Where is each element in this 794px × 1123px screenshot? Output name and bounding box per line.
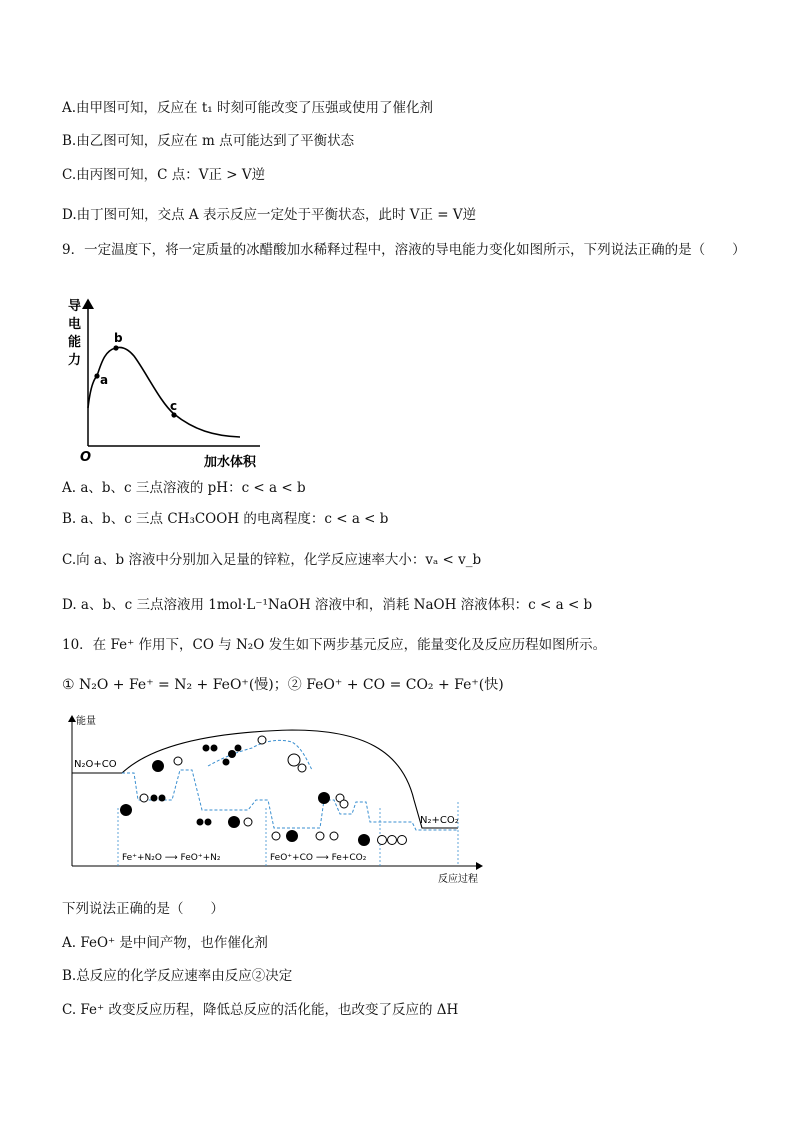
q10-option-a: A. FeO⁺ 是中间产物，也作催化剂 (62, 935, 268, 951)
q9-option-d: D. a、b、c 三点溶液用 1mol·L⁻¹NaOH 溶液中和，消耗 NaOH 溶液体积：c < a < b (62, 597, 593, 613)
q9-stem: 9．一定温度下，将一定质量的冰醋酸加水稀释过程中，溶液的导电能力变化如图所示，下列说法正确的是（ ） (62, 242, 746, 258)
y-label-char-1: 导 (68, 299, 82, 314)
y-label-char-3: 能 (68, 335, 82, 350)
q10-stem: 10．在 Fe⁺ 作用下，CO 与 N₂O 发生如下两步基元反应，能量变化及反应历程如图所示。 (62, 637, 607, 653)
progress-axis-label: 反应过程 (438, 874, 478, 885)
q10-option-b: B.总反应的化学反应速率由反应②决定 (62, 968, 293, 984)
q10-option-c: C. Fe⁺ 改变反应历程，降低总反应的活化能，也改变了反应的 ΔH (62, 1002, 459, 1018)
q9-option-a: A. a、b、c 三点溶液的 pH：c < a < b (62, 480, 306, 496)
q8-option-b: B.由乙图可知，反应在 m 点可能达到了平衡状态 (62, 133, 355, 149)
q9-option-b: B. a、b、c 三点 CH₃COOH 的电离程度：c < a < b (62, 511, 389, 527)
energy-profile-diagram (62, 710, 492, 890)
energy-axis-label: 能量 (76, 716, 96, 727)
step2-label: FeO⁺+CO ⟶ Fe+CO₂ (270, 853, 367, 863)
conductivity-graph (64, 294, 284, 472)
point-c (171, 412, 176, 417)
y-label-char-2: 电 (68, 317, 82, 332)
molecule-icons (120, 736, 407, 846)
step1-label: Fe⁺+N₂O ⟶ FeO⁺+N₂ (122, 853, 221, 863)
point-c-label: c (170, 399, 178, 413)
q8-option-a: A.由甲图可知，反应在 t₁ 时刻可能改变了压强或使用了催化剂 (62, 100, 433, 116)
q8-option-c: C.由丙图可知，C 点：V正 > V逆 (62, 167, 266, 183)
end-label: N₂+CO₂ (420, 815, 459, 826)
point-b (113, 345, 118, 350)
y-label-char-4: 力 (68, 353, 82, 368)
q10-equations: ① N₂O + Fe⁺ = N₂ + FeO⁺(慢)；② FeO⁺ + CO = CO₂ + Fe⁺(快) (62, 677, 504, 693)
conductivity-curve (88, 347, 240, 437)
catalyzed-path (122, 770, 458, 830)
start-label: N₂O+CO (74, 759, 117, 770)
x-axis-label: 加水体积 (204, 455, 257, 470)
point-b-label: b (114, 331, 123, 345)
point-a (94, 373, 99, 378)
origin-label: O (80, 450, 92, 465)
point-a-label: a (100, 373, 109, 387)
q9-option-c: C.向 a、b 溶液中分别加入足量的锌粒，化学反应速率大小：vₐ < v_b (62, 552, 482, 568)
q8-option-d: D.由丁图可知，交点 A 表示反应一定处于平衡状态，此时 V正 = V逆 (62, 207, 477, 223)
q10-prompt: 下列说法正确的是（ ） (62, 901, 224, 917)
